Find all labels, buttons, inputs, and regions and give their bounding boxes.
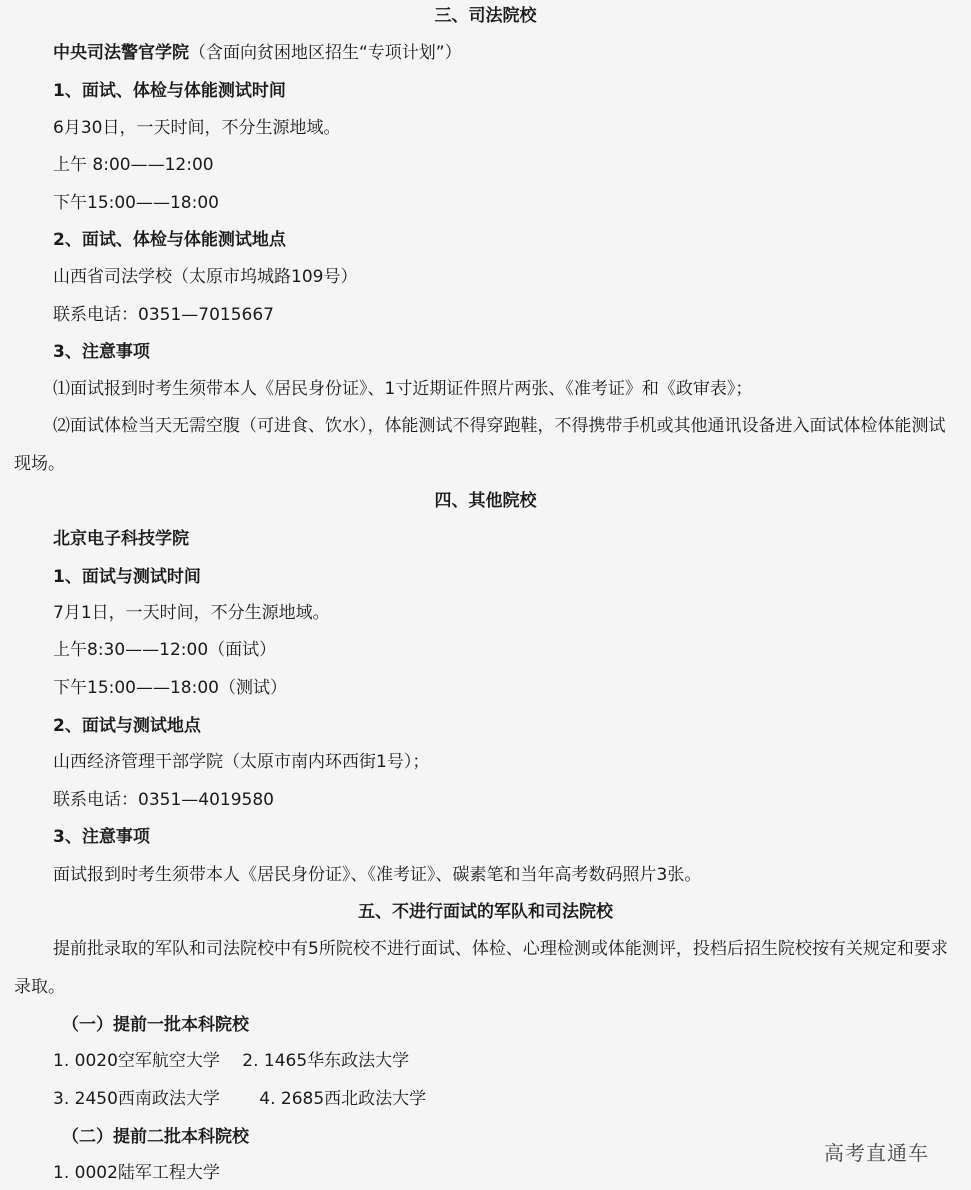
- note-item: ⑵面试体检当天无需空腹（可进食、饮水），体能测试不得穿跑鞋，不得携带手机或其他通讯设备进入面试体检体能测试现场。: [14, 416, 946, 474]
- section-heading-judicial: 三、司法院校: [434, 6, 537, 26]
- watermark: 高考直通车: [824, 1141, 929, 1165]
- subheading-place: 2、面试、体检与体能测试地点: [53, 230, 286, 250]
- school-list-row: 3. 2450西南政法大学 4. 2685西北政法大学: [53, 1089, 427, 1109]
- group-title: （二）提前二批本科院校: [62, 1127, 249, 1147]
- subheading-time: 1、面试、体检与体能测试时间: [53, 81, 286, 101]
- place-text: 山西经济管理干部学院（太原市南内环西街1号）；: [53, 752, 430, 772]
- school-title-judicial: [53, 42, 462, 64]
- subheading-notes: 3、注意事项: [53, 342, 150, 362]
- date-text: 6月30日，一天时间，不分生源地域。: [53, 118, 341, 138]
- subheading-place: 2、面试与测试地点: [53, 716, 201, 736]
- morning-time: 上午8:30——12:00（面试）: [53, 640, 277, 660]
- date-text: 7月1日，一天时间，不分生源地域。: [53, 603, 330, 623]
- school-list-row: 1. 0020空军航空大学 2. 1465华东政法大学: [53, 1051, 410, 1071]
- section-heading-other: 四、其他院校: [434, 491, 537, 511]
- group-title: （一）提前一批本科院校: [62, 1015, 249, 1035]
- morning-time: 上午 8:00——12:00: [53, 155, 214, 175]
- phone-text: 联系电话：0351—7015667: [53, 305, 274, 325]
- school-name: 北京电子科技学院: [53, 529, 189, 549]
- phone-text: 联系电话：0351—4019580: [53, 790, 274, 810]
- school-name: 中央司法警官学院: [53, 43, 189, 63]
- afternoon-time: 下午15:00——18:00: [53, 193, 219, 213]
- school-list-row: 1. 0002陆军工程大学: [53, 1163, 220, 1183]
- intro-paragraph: 提前批录取的军队和司法院校中有5所院校不进行面试、体检、心理检测或体能测评，投档后招生院校按有关规定和要求录取。: [14, 939, 948, 997]
- afternoon-time: 下午15:00——18:00（测试）: [53, 678, 287, 698]
- note-item: ⑴面试报到时考生须带本人《居民身份证》、1寸近期证件照片两张、《准考证》和《政审表》；: [53, 379, 753, 399]
- note-item: 面试报到时考生须带本人《居民身份证》、《准考证》、碳素笔和当年高考数码照片3张。: [53, 865, 702, 885]
- subheading-time: 1、面试与测试时间: [53, 567, 201, 587]
- school-note: （含面向贫困地区招生“专项计划”）: [189, 43, 462, 63]
- place-text: 山西省司法学校（太原市坞城路109号）: [53, 267, 358, 287]
- subheading-notes: 3、注意事项: [53, 827, 150, 847]
- section-heading-no-interview: 五、不进行面试的军队和司法院校: [358, 902, 613, 922]
